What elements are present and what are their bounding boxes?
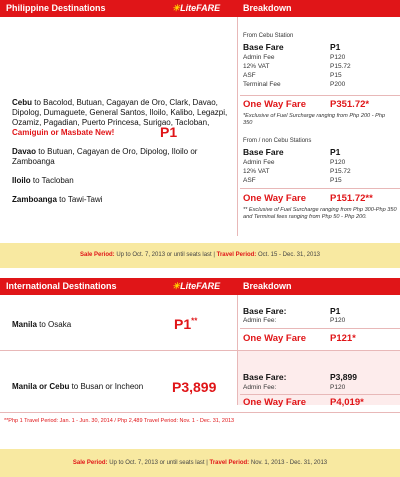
cebu-base-value: P1 — [330, 42, 341, 52]
osaka-one-way-value: P121* — [330, 333, 356, 344]
route-busan: Manila or Cebu to Busan or Incheon — [12, 382, 144, 391]
busan-one-way-value: P4,019* — [330, 397, 364, 408]
non-cebu-admin-value: P120 — [330, 159, 346, 166]
non-cebu-one-way-label: One Way Fare — [243, 193, 307, 204]
non-cebu-vat-label: 12% VAT — [243, 168, 270, 175]
ph-header-title: Philippine Destinations — [6, 3, 106, 13]
non-cebu-one-way-value: P151.72** — [330, 193, 373, 204]
divider — [240, 394, 400, 395]
osaka-admin-label: Admin Fee: — [243, 317, 277, 324]
busan-admin-value: P120 — [330, 384, 346, 391]
divider — [240, 188, 400, 189]
cebu-asf-label: ASF — [243, 72, 256, 79]
busan-one-way-label: One Way Fare — [243, 397, 307, 408]
cebu-base-label: Base Fare — [243, 42, 284, 52]
cebu-asf-value: P15 — [330, 72, 342, 79]
cebu-one-way-label: One Way Fare — [243, 99, 307, 110]
cebu-vat-value: P15.72 — [330, 63, 351, 70]
cebu-one-way-value: P351.72* — [330, 99, 370, 110]
ph-breakdown-title: Breakdown — [243, 3, 292, 13]
busan-admin-label: Admin Fee: — [243, 384, 277, 391]
cebu-admin-value: P120 — [330, 54, 346, 61]
non-cebu-base-value: P1 — [330, 147, 341, 157]
cebu-terminal-value: P200 — [330, 81, 346, 88]
busan-price: P3,899 — [172, 379, 217, 395]
busan-base-value: P3,899 — [330, 372, 357, 382]
intl-sale-text: Sale Period: Up to Oct. 7, 2013 or until seats last | Travel Period: Nov. 1, 2013 - Dec. 31, 2013 — [72, 460, 328, 466]
route-davao: Davao to Butuan, Cagayan de Oro, Dipolog, Iloilo or Zamboanga — [12, 147, 198, 166]
divider — [240, 328, 400, 329]
cebu-station-label: From Cebu Station — [243, 33, 294, 39]
sun-icon: ☀ — [172, 3, 181, 13]
intl-header — [0, 278, 400, 295]
non-cebu-station-label: From / non Cebu Stations — [243, 138, 312, 144]
sun-icon: ☀ — [172, 281, 181, 291]
osaka-admin-value: P120 — [330, 317, 346, 324]
intl-header-title: International Destinations — [6, 281, 117, 291]
non-cebu-base-label: Base Fare — [243, 147, 284, 157]
route-osaka: Manila to Osaka — [12, 320, 72, 329]
cebu-terminal-label: Terminal Fee — [243, 81, 281, 88]
litefare-logo: ☀LiteFARE — [172, 3, 221, 13]
ph-routes — [12, 98, 232, 205]
non-cebu-asf-label: ASF — [243, 177, 256, 184]
non-cebu-vat-value: P15.72 — [330, 168, 351, 175]
intl-sale-band — [0, 449, 400, 477]
route-cebu: Cebu to Bacolod, Butuan, Cagayan de Oro, Clark, Davao, Dipolog, Dumaguete, General Santos, Iloilo, Kalibo, Legazpi, Ozamiz, Pagadian, Puerto Princesa, Surigao, Tacloban, Camiguin or Masbate New! — [12, 98, 228, 137]
ph-header — [0, 0, 400, 17]
route-zamboanga: Zamboanga to Tawi-Tawi — [12, 195, 103, 204]
ph-sale-band — [0, 243, 400, 268]
osaka-base-label: Base Fare: — [243, 306, 287, 316]
busan-base-label: Base Fare: — [243, 372, 287, 382]
osaka-price: P1** — [174, 316, 198, 332]
intl-breakdown-title: Breakdown — [243, 281, 292, 291]
non-cebu-asf-value: P15 — [330, 177, 342, 184]
ph-price: P1 — [160, 124, 178, 140]
divider — [0, 412, 400, 413]
litefare-logo: ☀LiteFARE — [172, 281, 221, 291]
divider — [237, 17, 238, 236]
cebu-vat-label: 12% VAT — [243, 63, 270, 70]
osaka-one-way-label: One Way Fare — [243, 333, 307, 344]
divider — [240, 95, 400, 96]
osaka-base-value: P1 — [330, 306, 341, 316]
non-cebu-note: ** Exclusive of Fuel Surcharge ranging from Php 300-Php 350 and Terminal fees ranging from Php 50 - Php 200. — [243, 207, 397, 220]
route-iloilo: Iloilo to Tacloban — [12, 176, 74, 185]
ph-sale-text: Sale Period: Up to Oct. 7, 2013 or until seats last | Travel Period: Oct. 15 - Dec. 31, 2013 — [79, 252, 321, 258]
non-cebu-admin-label: Admin Fee — [243, 159, 275, 166]
cebu-admin-label: Admin Fee — [243, 54, 275, 61]
intl-footnote: **Php 1 Travel Period: Jan. 1 - Jun. 30, 2014 / Php 2,489 Travel Period: Nov. 1 - Dec. 31, 2013 — [4, 418, 235, 424]
cebu-note: *Exclusive of Fuel Surcharge ranging from Php 200 - Php 350 — [243, 113, 386, 126]
